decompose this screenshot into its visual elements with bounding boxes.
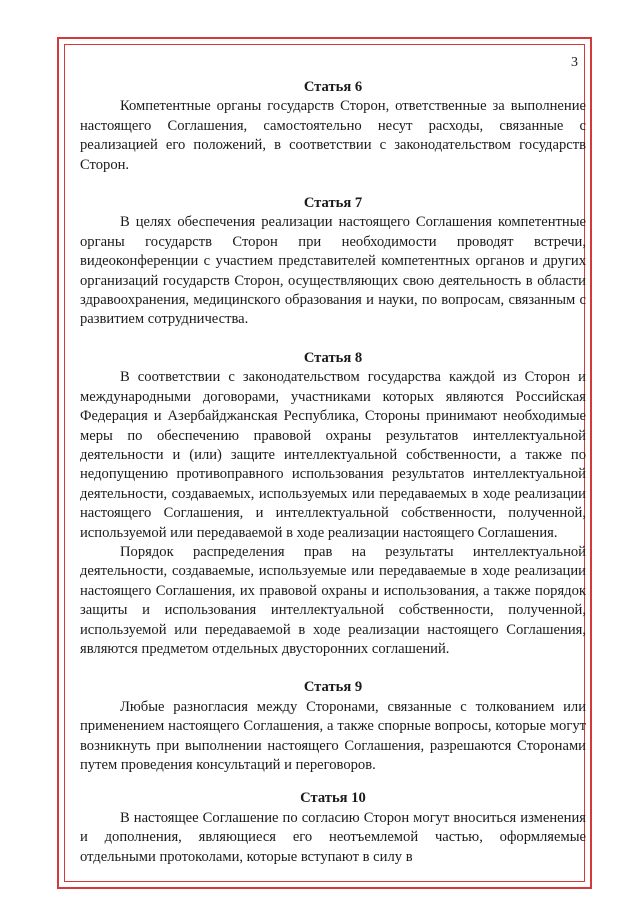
article-title: Статья 9 <box>303 679 363 696</box>
article-paragraph: В целях обеспечения реализации настоящего Соглашения компетентные органы государств Сторон при необходимости проводят встречи, видеоконференции с участием представителей компетентных органов и других организаций государств Сторон, осуществляющих свою деятельность в области здравоохранения, медицинского образования и науки, по вопросам, связанным с развитием сотрудничества. <box>80 214 586 328</box>
article-10 <box>80 789 586 867</box>
article-7 <box>80 194 586 330</box>
article-6 <box>80 78 586 175</box>
article-title: Статья 10 <box>300 790 366 807</box>
article-title: Статья 7 <box>303 195 363 212</box>
article-paragraph: Порядок распределения прав на результаты интеллектуальной деятельности, создаваемые, используемые или передаваемые в ходе реализации настоящего Соглашения, их правовой охраны и использования, а также порядок защиты и использования интеллектуальной собственности, полученной, используемой или передаваемой в ходе реализации настоящего Соглашения, являются предметом отдельных двусторонних соглашений. <box>80 543 586 657</box>
article-title: Статья 8 <box>303 349 363 366</box>
article-title: Статья 6 <box>303 79 363 95</box>
article-paragraph: В соответствии с законодательством государства каждой из Сторон и международными договорами, участниками которых являются Российская Федерация и Азербайджанская Республика, Стороны принимают необходимые меры по обеспечению правовой охраны результатов интеллектуальной деятельности и (или) защите интеллектуальной собственности, а также по недопущению противоправного использования результатов интеллектуальной деятельности, создаваемых, используемых или передаваемых в ходе реализации настоящего Соглашения, и интеллектуальной собственности, полученной, используемой или передаваемой в ходе реализации настоящего Соглашения. <box>80 369 586 541</box>
article-9 <box>80 678 586 775</box>
article-8 <box>80 349 586 660</box>
article-paragraph: Любые разногласия между Сторонами, связанные с толкованием или применением настоящего Соглашения, а также спорные вопросы, которые могут возникнуть при выполнении настоящего Соглашения, разрешаются Сторонами путем проведения консультаций и переговоров. <box>80 698 586 773</box>
document-body <box>80 78 586 867</box>
article-paragraph: В настоящее Соглашение по согласию Сторон могут вноситься изменения и дополнения, являющиеся его неотъемлемой частью, оформляемые отдельными протоколами, которые вступают в силу в <box>80 809 586 865</box>
page-number: 3 <box>571 55 578 70</box>
article-paragraph: Компетентные органы государств Сторон, ответственные за выполнение настоящего Соглашения, самостоятельно несут расходы, связанные с реализацией его положений, в соответствии с законодательством государств Сторон. <box>80 98 586 173</box>
